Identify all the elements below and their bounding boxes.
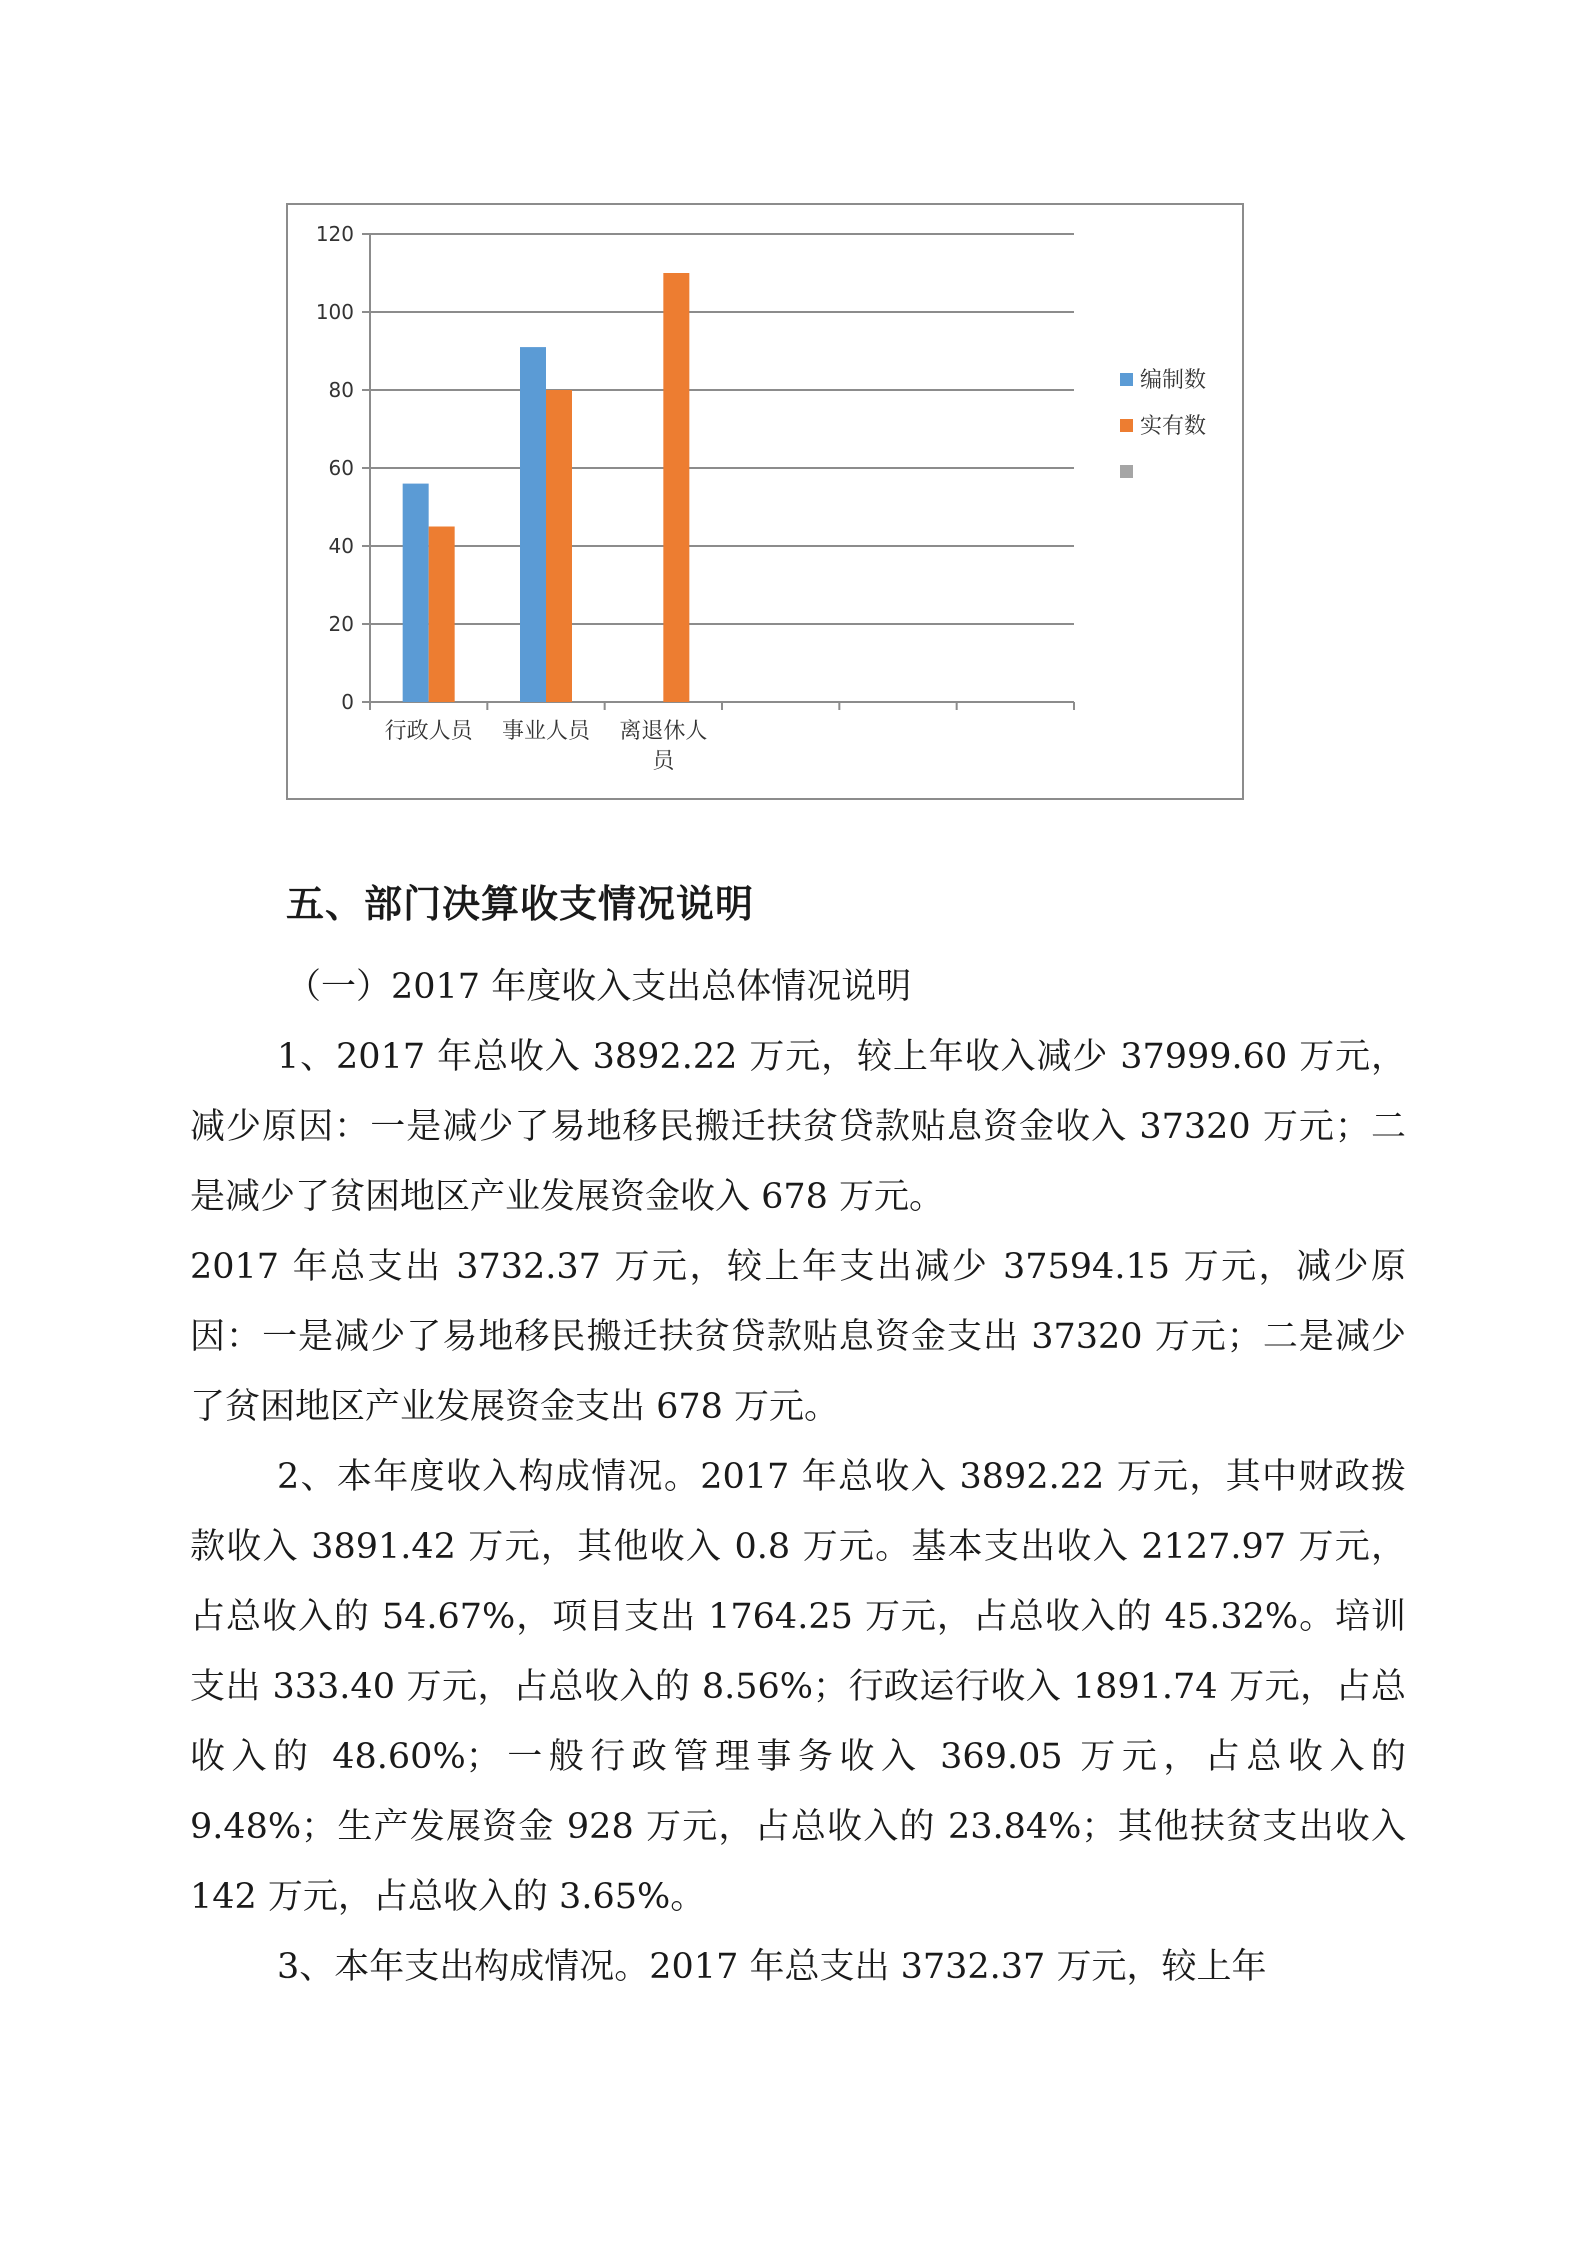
y-tick-label: 100 — [315, 300, 354, 324]
y-tick-label: 120 — [315, 222, 354, 246]
bar-shiyou — [429, 527, 455, 703]
y-tick-label: 20 — [328, 612, 354, 636]
y-tick-label: 0 — [341, 690, 354, 714]
y-tick-label: 40 — [328, 534, 354, 558]
legend-label: 编制数 — [1140, 368, 1207, 393]
x-category-label: 员 — [652, 749, 675, 774]
x-category-label: 行政人员 — [384, 719, 473, 744]
bar-shiyou — [546, 390, 572, 702]
staffing-chart — [286, 203, 1244, 800]
paragraph-1-cont: 2017 年总支出 3732.37 万元，较上年支出减少 37594.15 万元，减少原因：一是减少了易地移民搬迁扶贫贷款贴息资金支出 37320 万元；二是减少了贫困地区产业发展资金支出 678 万元。 — [190, 1247, 1406, 1427]
section-heading: 五、部门决算收支情况说明 — [286, 882, 755, 926]
paragraph-2: 2、本年度收入构成情况。2017 年总收入 3892.22 万元，其中财政拨款收入 3891.42 万元，其他收入 0.8 万元。基本支出收入 2127.97 万元，占总收入的 54.67%，项目支出 1764.25 万元，占总收入的 45.32%。培训支出 333.40 万元，占总收入的 8.56%；行政运行收入 1891.74 万元，占总收入的 48.60%；一般行政管理事务收入 369.05 万元，占总收入的 9.48%；生产发展资金 928 万元，占总收入的 23.84%；其他扶贫支出收入 142 万元，占总收入的 3.65%。 — [190, 1457, 1406, 1917]
bar-chart-svg — [288, 205, 1242, 798]
y-tick-label: 80 — [328, 378, 354, 402]
x-category-label: 离退休人 — [619, 719, 708, 744]
subsection-heading: （一）2017 年度收入支出总体情况说明 — [286, 967, 912, 1007]
legend-label: 实有数 — [1140, 414, 1207, 439]
legend-swatch — [1120, 419, 1133, 432]
x-category-label: 事业人员 — [501, 719, 591, 744]
bar-bianzhi — [520, 347, 546, 702]
legend-swatch — [1120, 373, 1133, 386]
bar-bianzhi — [403, 484, 429, 702]
paragraph-3: 3、本年支出构成情况。2017 年总支出 3732.37 万元，较上年 — [277, 1947, 1267, 1987]
bar-shiyou — [663, 273, 689, 702]
y-tick-label: 60 — [328, 456, 354, 480]
legend-swatch — [1120, 465, 1133, 478]
paragraph-1: 1、2017 年总收入 3892.22 万元，较上年收入减少 37999.60 万元，减少原因：一是减少了易地移民搬迁扶贫贷款贴息资金收入 37320 万元；二是减少了贫困地区产业发展资金收入 678 万元。 — [190, 1037, 1406, 1217]
